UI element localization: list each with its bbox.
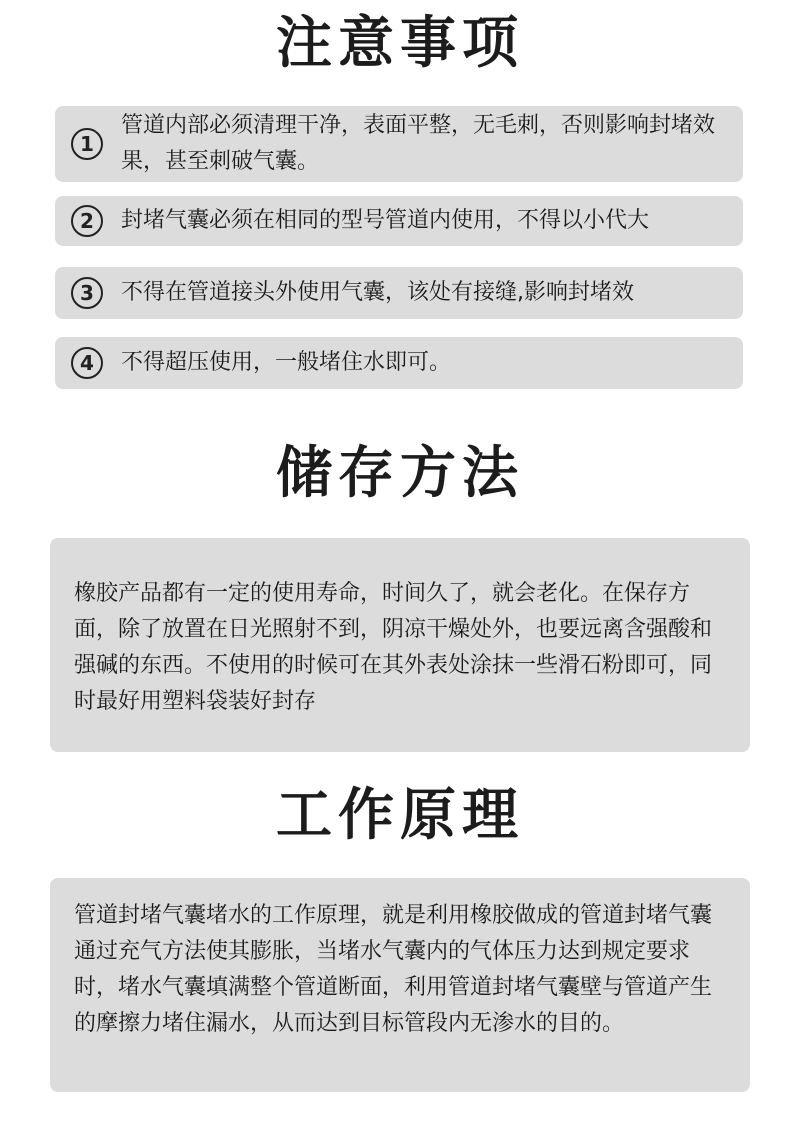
storage-text: 橡胶产品都有一定的使用寿命，时间久了，就会老化。在保存方面，除了放置在日光照射不到，阴凉干燥处外，也要远离含强酸和强碱的东西。不使用的时候可在其外表处涂抹一些滑石粉即可，同时最好用塑料袋装好封存 bbox=[74, 581, 713, 714]
note-text-2: 封堵气囊必须在相同的型号管道内使用，不得以小代大 bbox=[121, 208, 650, 233]
circled-number-1: 1 bbox=[71, 128, 103, 160]
note-item-4 bbox=[55, 337, 743, 389]
circled-number-2: 2 bbox=[71, 205, 103, 237]
note-item-1 bbox=[55, 106, 743, 182]
notes-heading: 注意事项 bbox=[276, 11, 524, 76]
note-item-2 bbox=[55, 196, 743, 246]
note-text-1: 管道内部必须清理干净，表面平整，无毛刺，否则影响封堵效果，甚至刺破气囊。 bbox=[121, 113, 716, 174]
storage-box bbox=[50, 538, 750, 752]
principle-heading: 工作原理 bbox=[276, 783, 524, 848]
circled-number-3: 3 bbox=[71, 277, 103, 309]
circled-number-4: 4 bbox=[71, 347, 103, 379]
note-item-3 bbox=[55, 267, 743, 319]
principle-box bbox=[50, 878, 750, 1092]
note-text-3: 不得在管道接头外使用气囊，该处有接缝,影响封堵效 bbox=[121, 280, 634, 305]
storage-heading: 储存方法 bbox=[276, 441, 524, 506]
principle-text: 管道封堵气囊堵水的工作原理，就是利用橡胶做成的管道封堵气囊通过充气方法使其膨胀，当堵水气囊内的气体压力达到规定要求时，堵水气囊填满整个管道断面，利用管道封堵气囊壁与管道产生的摩擦力堵住漏水，从而达到目标管段内无渗水的目的。 bbox=[74, 903, 713, 1036]
note-text-4: 不得超压使用，一般堵住水即可。 bbox=[121, 350, 452, 375]
